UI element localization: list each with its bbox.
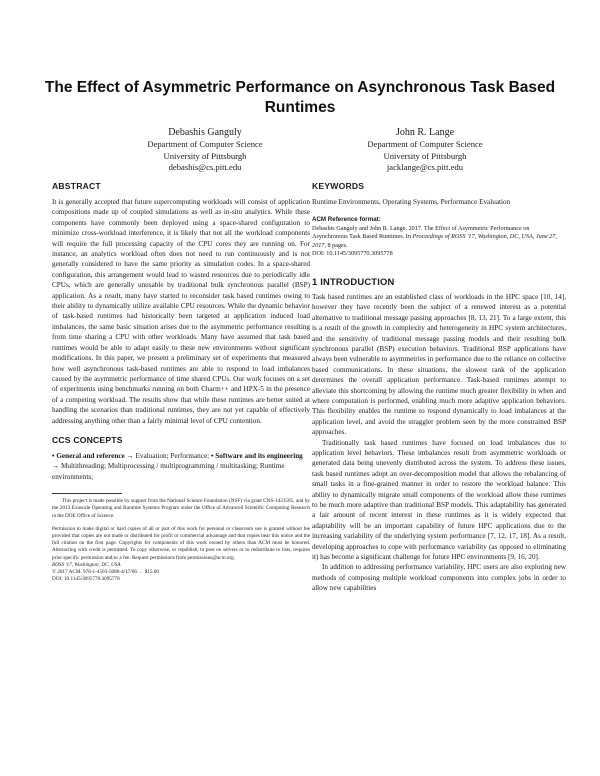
- keywords-heading: KEYWORDS: [312, 181, 365, 191]
- funding-footnote: This project is made possible by support from the National Science Foundation (NSF) via grant CNS-1421585, and by the 2013 Exascale Operating and Runtime Systems Program under the Office of Advanced Scientific Computing Research in the DOE Office of Science.: [52, 498, 310, 519]
- intro-paragraph-2: Traditionally task based runtimes have focused on load imbalances due to application level behaviors. These imbalances result from asymmetric workloads or generated data being unevenly distributed across the system. To address these issues, task based runtimes adopt an over-decomposition model that allows the rebalancing of small tasks in a fine-grained manner in order to restore the workload balance. This ability to dynamically migrate small components of the workload allow these runtimes to be much more adaptive than traditional BSP models. This adaptability has generated a fair amount of recent interest in these runtimes as it is widely expected that adaptability will be an important capability of future HPC applications due to the increasing variability of the underlying system performance [7, 12, 17, 18]. As a result, developing approaches to cope with performance variability (as opposed to eliminating it) has become a significant challenge for future HPC environments [9, 16, 20].: [312, 438, 566, 562]
- acm-reference: [312, 225, 566, 251]
- left-column: [52, 181, 310, 583]
- author-department: Department of Computer Science: [367, 139, 483, 149]
- ccs-concept-2: • Software and its engineering: [210, 451, 303, 460]
- author-1: [90, 126, 320, 174]
- right-column: [312, 181, 566, 594]
- intro-paragraph-3: In addition to addressing performance variability, HPC users are also exploring new methods of composing multiple workload components into complex jobs in order to allow new capabilities: [312, 563, 566, 593]
- paper-title: The Effect of Asymmetric Performance on Asynchronous Task Based Runtimes: [44, 79, 556, 116]
- acm-reference-proceedings: Proceedings of ROSS '17, Washington, DC, USA, June 27, 2017,: [312, 233, 557, 249]
- venue-line: ROSS '17, Washington, DC, USA: [52, 561, 121, 568]
- intro-paragraph-1: Task based runtimes are an established class of workloads in the HPC space [10, 14], however they have recently been the subject of a renewed interest as a potential alternative to traditional message passing approaches [8, 13, 21]. To a large extent, this is a result of the growth in complexity and heterogeneity in HPC system architectures, and the sensitivity of traditional message passing models and their resulting bulk synchronous parallel (BSP) execution behaviors. Traditional BSP applications have always been vulnerable to asymmetries in performance due to the reliance on collective based communications. In these situations, the slowest rank of the application determines the overall application performance. Task-based runtimes attempt to alleviate this shortcoming by allowing the runtime much greater flexibility in when and where computation is performed, enabling much more adaptive application behaviors. This flexibility enables the runtime to respond dynamically to load imbalances at the application level, and avoid the straggler problem seen by the more constrained BSP approaches.: [312, 292, 566, 437]
- acm-reference-pages: 8 pages.: [325, 241, 348, 249]
- author-email: jacklange@cs.pitt.edu: [386, 162, 464, 172]
- author-department: Department of Computer Science: [147, 139, 263, 149]
- acm-reference-citation: Debashis Ganguly and John R. Lange. 2017. The Effect of Asymmetric Performance on Asynchronous Task Based Runtimes. In: [312, 224, 530, 241]
- author-name: Debashis Ganguly: [168, 127, 242, 138]
- ccs-heading: CCS CONCEPTS: [52, 434, 123, 445]
- author-name: John R. Lange: [395, 127, 455, 138]
- abstract-heading: ABSTRACT: [52, 181, 101, 191]
- author-2: [310, 126, 540, 174]
- ccs-concepts: [52, 451, 310, 482]
- abstract-text: It is generally accepted that future supercomputing workloads will consist of application compositions made up of coupled simulations as well as in-situ analytics. While these components have commonly been deployed using a space-shared configuration to minimize cross-workload interference, it is likely that not all the workload components will require the full processing capacity of the CPU cores they are running on. For instance, an analytics workload often does not need to run continuously and is not generally considered to have the same priority as simulation codes. In a space-shared configuration, this arrangement would lead to wasted resources due to periodically idle CPUs, which are generally unusable by traditional bulk synchronous parallel (BSP) application. As a result, many have started to reconsider task based runtimes owing to their ability to dynamically utilize available CPU resources. While the dynamic behavior of task-based runtimes had historically been targeted at application induced load imbalances, the same basic situation arises due to the asymmetric performance resulting from time sharing a CPU with other workloads. Many have assumed that task based runtimes would be able to adapt easily to these new environments without significant modifications. In this paper, we present a preliminary set of experiments that measured how well asynchronous task-based runtimes are able to respond to load imbalances caused by the asymmetric performance of time shared CPUs. Our work focuses on a set of experiments using benchmarks running on both Charm++ and HPX-5 in the presence of a competing workload. The results show that while these runtimes are better suited at handling the scenarios than traditional runtimes, they are not yet capable of effectively addressing anything other than a fairly minimal level of CPU contention.: [52, 198, 310, 425]
- acm-reference-doi: DOI: 10.1145/3095770.3095778: [312, 250, 393, 258]
- permission-notice: Permission to make digital or hard copies of all or part of this work for personal or classroom use is granted without fee provided that copies are not made or distributed for profit or commercial advantage and that copies bear this notice and the full citation on the first page. Copyrights for components of this work owned by others than ACM must be honored. Abstracting with credit is permitted. To copy otherwise, or republish, to post on servers or to redistribute to lists, requires prior specific permission and/or a fee. Request permissions from permissions@acm.org.: [52, 525, 310, 561]
- author-university: University of Pittsburgh: [163, 150, 247, 161]
- ccs-concept-1-terms: → Evaluation; Performance;: [124, 451, 211, 460]
- ccs-concept-1: • General and reference: [52, 451, 125, 460]
- ccs-concept-2-terms: → Multithreading; Multiprocessing / multiprogramming / multitasking; Runtime environments;: [52, 462, 285, 481]
- doi-line: DOI: 10.1145/3095770.3095778: [52, 576, 120, 583]
- footnote-rule: [52, 493, 122, 494]
- author-email: debashis@cs.pitt.edu: [168, 162, 242, 172]
- acm-reference-label: ACM Reference format:: [312, 216, 381, 224]
- introduction-heading: 1 INTRODUCTION: [312, 275, 395, 287]
- copyright-line: © 2017 ACM. 978-1-4503-5086-4/17/06. . . $15.00: [52, 568, 159, 575]
- author-university: University of Pittsburgh: [383, 150, 467, 161]
- keywords-text: Runtime Environments, Operating Systems, Performance Evaluation: [312, 198, 511, 206]
